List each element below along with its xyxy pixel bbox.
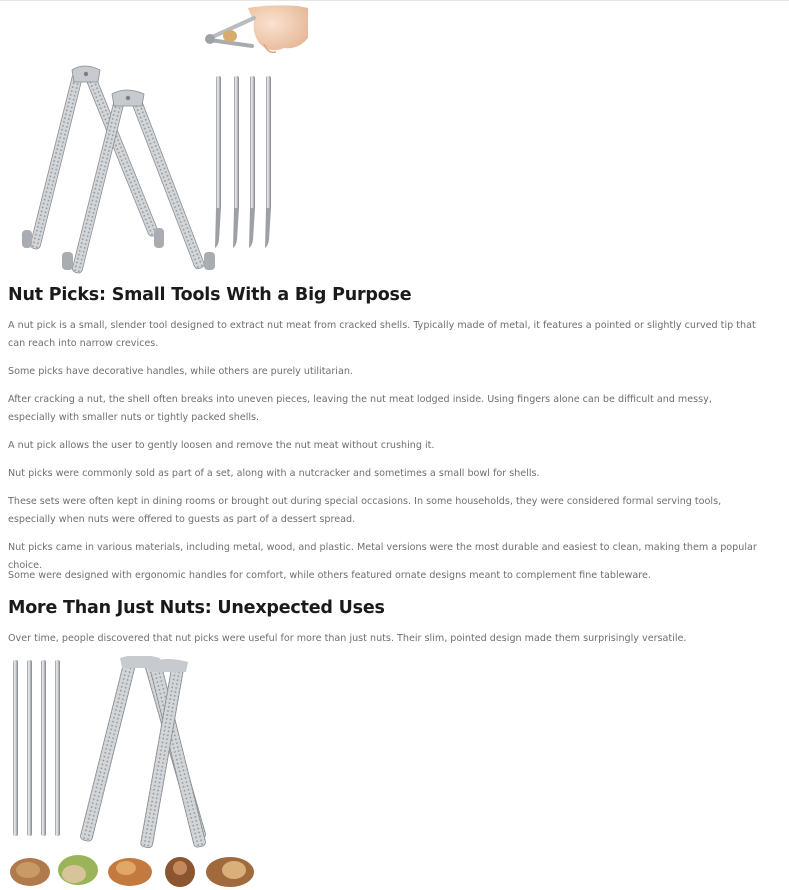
- paragraph: Nut picks came in various materials, including metal, wood, and plastic. Metal versions were the most durable and easiest to clean, making them a popular choice.: [8, 542, 757, 571]
- paragraph: These sets were often kept in dining rooms or brought out during special occasions. In some households, they were considered formal serving tools, especially when nuts were offered to guests as part of a dessert spread.: [8, 496, 722, 525]
- paragraph: Some picks have decorative handles, while others are purely utilitarian.: [8, 366, 353, 377]
- paragraph: Over time, people discovered that nut picks were useful for more than just nuts. Their slim, pointed design made them surprisingly versatile.: [8, 633, 687, 644]
- nutcracker-right: [140, 659, 206, 848]
- nut-picks-set: [13, 660, 60, 836]
- section-heading-nut-picks: Nut Picks: Small Tools With a Big Purpose: [8, 285, 412, 305]
- mixed-nuts-row: [10, 855, 254, 887]
- section-heading-unexpected-uses: More Than Just Nuts: Unexpected Uses: [8, 598, 385, 618]
- nut-picks-and-nuts-image: [8, 656, 264, 890]
- hand-with-cracker-figure: [205, 5, 308, 52]
- paragraph: A nut pick allows the user to gently loosen and remove the nut meat without crushing it.: [8, 440, 435, 451]
- paragraph: After cracking a nut, the shell often breaks into uneven pieces, leaving the nut meat lodged inside. Using fingers alone can be difficult and messy, especially with smaller nuts or tightly packed shells.: [8, 394, 712, 423]
- top-divider: [0, 0, 789, 1]
- paragraph: Nut picks were commonly sold as part of a set, along with a nutcracker and sometimes a small bowl for shells.: [8, 468, 540, 479]
- nut-picks-set: [215, 76, 271, 248]
- nut-picks-and-crackers-image: [8, 4, 308, 276]
- paragraph: A nut pick is a small, slender tool designed to extract nut meat from cracked shells. Typically made of metal, it features a pointed or slightly curved tip that can reach into narrow crevices.: [8, 320, 756, 349]
- paragraph: Some were designed with ergonomic handles for comfort, while others featured ornate designs meant to complement fine tableware.: [8, 570, 651, 581]
